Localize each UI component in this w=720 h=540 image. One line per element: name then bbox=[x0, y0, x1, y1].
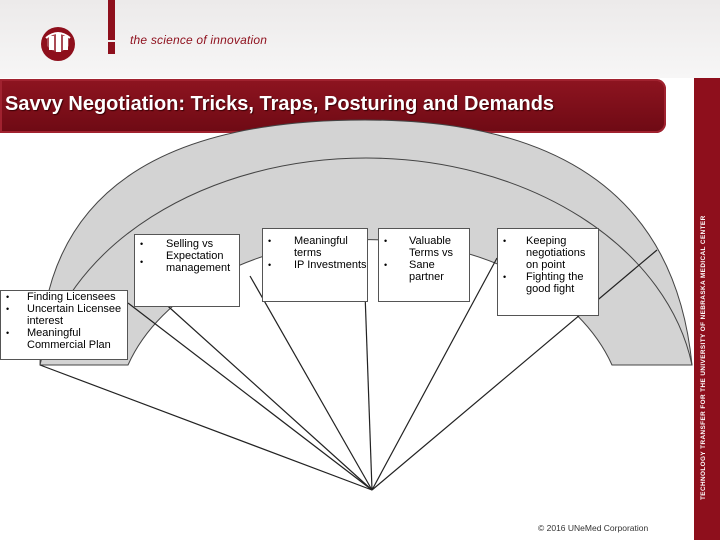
stage-item: • Meaningful Commercial Plan bbox=[1, 327, 127, 351]
stage-box-3 bbox=[262, 228, 368, 302]
empty-bullet: • bbox=[140, 257, 144, 267]
stage-item: • Uncertain Licensee interest bbox=[1, 303, 127, 327]
vertical-brand-text: TECHNOLOGY TRANSFER FOR THE UNIVERSITY OF NEBRASKA MEDICAL CENTER bbox=[700, 215, 707, 500]
stage-item: • Valuable Terms vs bbox=[379, 235, 469, 259]
stage-item: • Fighting the good fight bbox=[498, 271, 598, 295]
stage-item: • Sane partner bbox=[379, 259, 469, 283]
slide-title: Savvy Negotiation: Tricks, Traps, Posturing and Demands bbox=[5, 93, 555, 115]
stage-box-4 bbox=[378, 228, 470, 302]
tagline: the science of innovation bbox=[130, 33, 268, 47]
connector-line bbox=[250, 276, 372, 490]
stage-item: • Selling vs Expectation management bbox=[135, 238, 239, 274]
connector-line bbox=[150, 290, 372, 490]
copyright: © 2016 UNeMed Corporation bbox=[538, 523, 649, 533]
stage-item: • IP Investments bbox=[263, 259, 367, 271]
stage-item: • Keeping negotiations on point bbox=[498, 235, 598, 271]
stage-box-5 bbox=[497, 228, 599, 316]
connector-line bbox=[365, 293, 372, 490]
connector-line bbox=[128, 303, 372, 490]
stage-box-1 bbox=[0, 290, 128, 360]
stage-item: • Finding Licensees bbox=[1, 291, 127, 303]
stage-item: • Meaningful terms bbox=[263, 235, 367, 259]
stage-box-2 bbox=[134, 234, 240, 307]
connector-line bbox=[40, 365, 372, 490]
